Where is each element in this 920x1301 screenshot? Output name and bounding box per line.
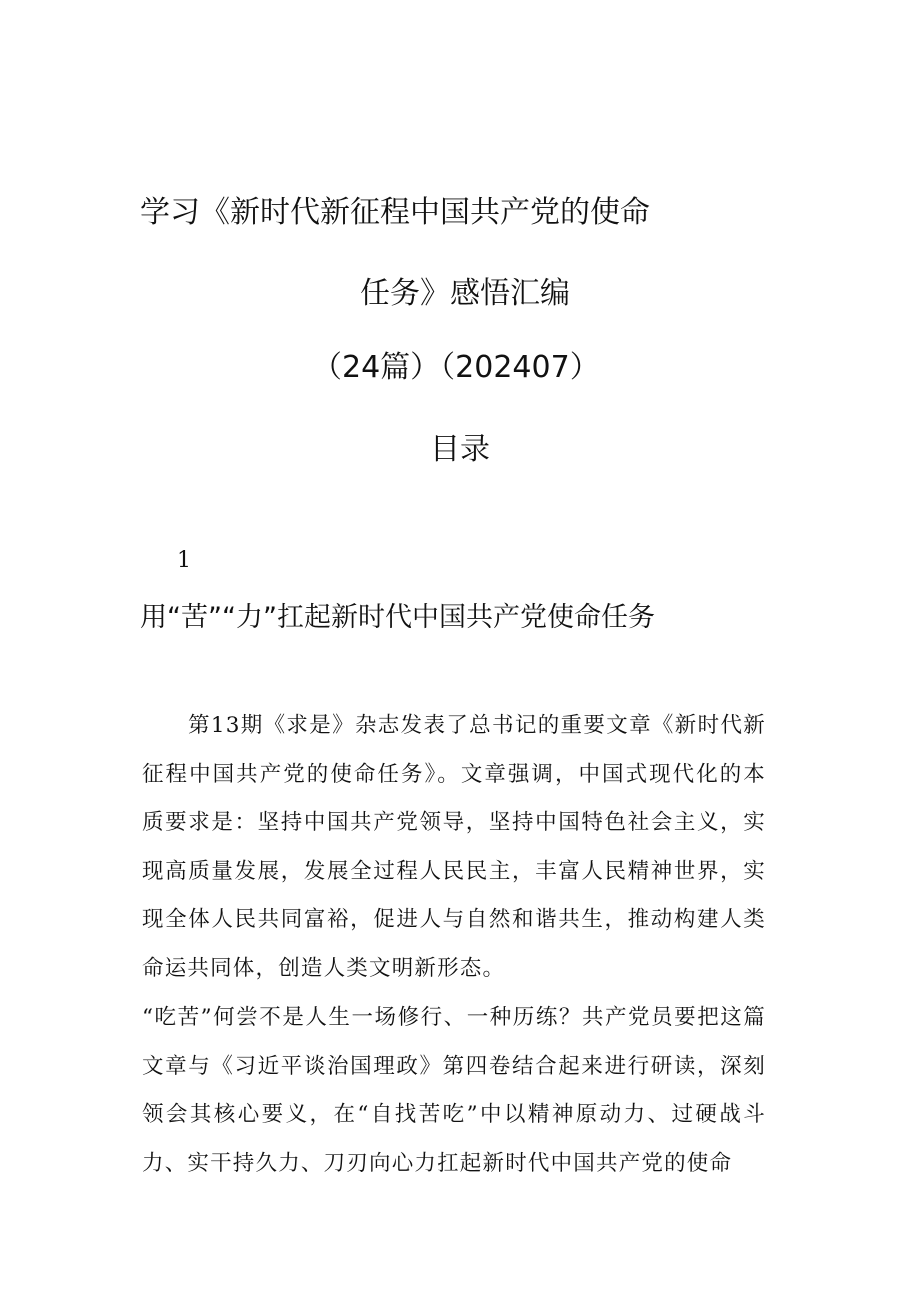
article-number: 1: [177, 548, 191, 573]
document-title-line-1: 学习《新时代新征程中国共产党的使命: [140, 195, 650, 230]
document-title-line-2: 任务》感悟汇编: [360, 276, 570, 311]
article-paragraph-1: 第13期《求是》杂志发表了总书记的重要文章《新时代新征程中国共产党的使命任务》。文章强调，中国式现代化的本质要求是：坚持中国共产党领导，坚持中国特色社会主义，实现高质量发展，发展全过程人民民主，丰富人民精神世界，实现全体人民共同富裕，促进人与自然和谐共生，推动构建人类命运共同体，创造人类文明新形态。: [142, 713, 766, 981]
article-title: 用“苦”“力”扛起新时代中国共产党使命任务: [140, 602, 655, 633]
article-paragraph-2: “吃苦”何尝不是人生一场修行、一种历练？共产党员要把这篇文章与《习近平谈治国理政》第四卷结合起来进行研读，深刻领会其核心要义，在“自找苦吃”中以精神原动力、过硬战斗力、实干持久力、刀刃向心力扛起新时代中国共产党的使命: [142, 1005, 766, 1176]
document-title-line-3: （24篇）（202407）: [312, 350, 600, 385]
table-of-contents-heading: 目录: [430, 432, 490, 467]
